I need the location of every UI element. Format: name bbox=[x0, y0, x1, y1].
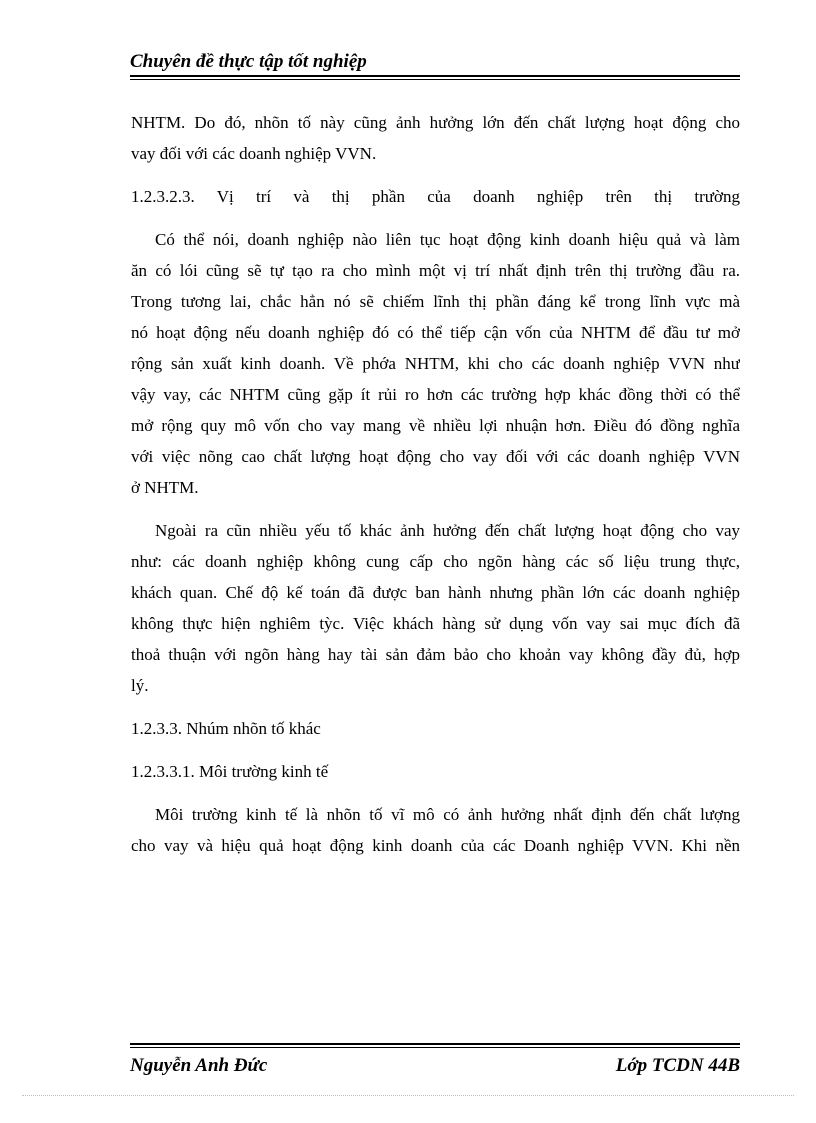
header-rule bbox=[130, 75, 740, 80]
section-heading-1-2-3-3: 1.2.3.3. Nhúm nhõn tố khác bbox=[131, 719, 321, 738]
text-line: cho vay và hiệu quả hoạt động kinh doanh của các Doanh nghiệp VVN. Khi nền bbox=[131, 836, 740, 855]
text-line: Ngoài ra cũn nhiều yếu tố khác ảnh hưởng đến chất lượng hoạt động cho vay bbox=[155, 521, 740, 540]
text-line: Có thể nói, doanh nghiệp nào liên tục hoạt động kinh doanh hiệu quả và làm bbox=[155, 230, 740, 249]
text-line: thoả thuận với ngõn hàng hay tài sản đảm bảo cho khoản vay không đầy đủ, hợp bbox=[131, 645, 740, 664]
text-line: Môi trường kinh tế là nhõn tố vĩ mô có ảnh hưởng nhất định đến chất lượng bbox=[155, 805, 740, 824]
text-line: vay đối với các doanh nghiệp VVN. bbox=[131, 144, 377, 163]
text-line: không thực hiện nghiêm tỳc. Việc khách hàng sử dụng vốn vay sai mục đích đã bbox=[131, 614, 740, 633]
text-line: lý. bbox=[131, 676, 149, 695]
text-line: mở rộng quy mô vốn cho vay mang về nhiều lợi nhuận hơn. Điều đó đồng nghĩa bbox=[131, 416, 740, 435]
text-line: ở NHTM. bbox=[131, 478, 199, 497]
paragraph-4 bbox=[131, 799, 740, 861]
header-title: Chuyên đề thực tập tốt nghiệp bbox=[130, 51, 367, 72]
page-edge-divider bbox=[22, 1095, 794, 1096]
text-line: với việc nõng cao chất lượng hoạt động cho vay đối với các doanh nghiệp VVN bbox=[131, 447, 740, 466]
footer-rule bbox=[130, 1043, 740, 1048]
footer-class: Lớp TCDN 44B bbox=[615, 1055, 740, 1076]
section-heading-1-2-3-3-1: 1.2.3.3.1. Môi trường kinh tế bbox=[131, 762, 329, 781]
text-line: ăn có lói cũng sẽ tự tạo ra cho mình một vị trí nhất định trên thị trường đầu ra. bbox=[131, 261, 740, 280]
section-heading-1-2-3-2-3: 1.2.3.2.3. Vị trí và thị phần của doanh nghiệp trên thị trường bbox=[131, 187, 740, 206]
text-line: rộng sản xuất kinh doanh. Về phớa NHTM, khi cho các doanh nghiệp VVN như bbox=[131, 354, 740, 373]
page-footer bbox=[130, 1042, 740, 1078]
text-line: khách quan. Chế độ kế toán đã được ban hành nhưng phần lớn các doanh nghiệp bbox=[131, 583, 740, 602]
footer-author: Nguyễn Anh Đức bbox=[130, 1055, 268, 1076]
text-line: Trong tương lai, chắc hẳn nó sẽ chiếm lĩnh thị phần đáng kể trong lĩnh vực mà bbox=[131, 292, 740, 311]
text-line: nó hoạt động nếu doanh nghiệp đó có thể tiếp cận vốn của NHTM để đầu tư mở bbox=[131, 323, 740, 342]
paragraph-3 bbox=[131, 515, 740, 701]
text-line: vậy vay, các NHTM cũng gặp ít rủi ro hơn các trường hợp khác đồng thời có thể bbox=[131, 385, 740, 404]
paragraph-2 bbox=[131, 224, 740, 503]
text-line: NHTM. Do đó, nhõn tố này cũng ảnh hưởng lớn đến chất lượng hoạt động cho bbox=[131, 113, 740, 132]
document-body bbox=[131, 107, 740, 861]
page-header bbox=[130, 50, 740, 80]
paragraph-1 bbox=[131, 107, 740, 169]
text-line: như: các doanh nghiệp không cung cấp cho ngõn hàng các số liệu trung thực, bbox=[131, 552, 740, 571]
